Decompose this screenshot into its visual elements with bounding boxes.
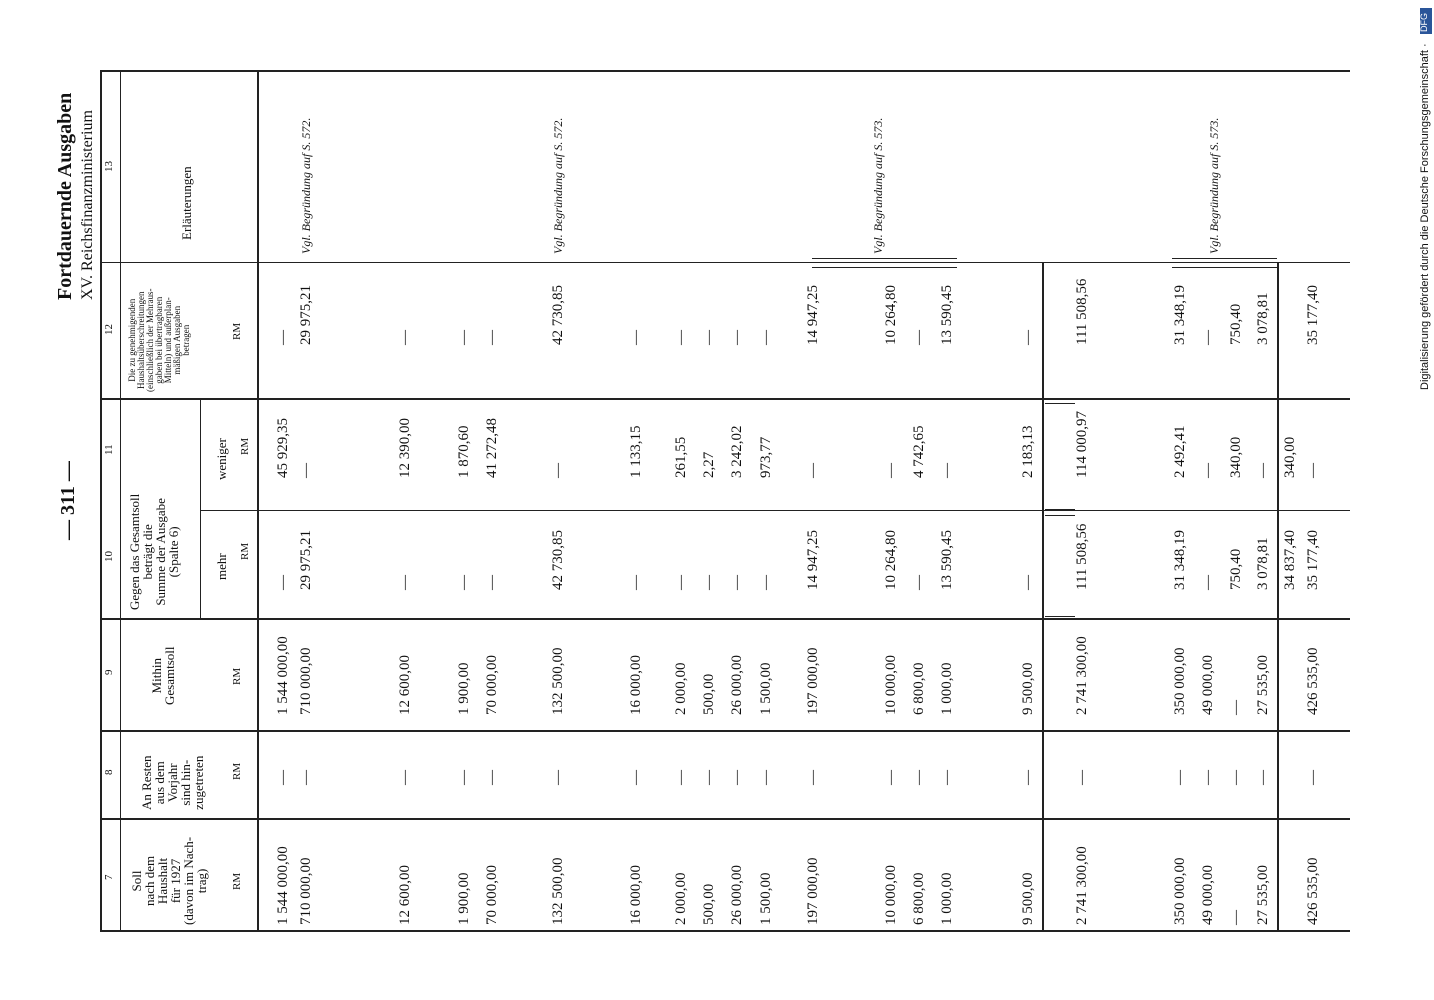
col12-cell: 14 947,25 (805, 285, 821, 345)
col10-cell: — (673, 575, 689, 590)
col8-cell: — (939, 770, 955, 785)
col7-cell: 2 000,00 (673, 872, 689, 925)
header-ausgabe-vergleich: Gegen das Gesamtsoll beträgt die Summe der Ausgabe (Spalte 6) (127, 493, 181, 610)
col11-cell: 12 390,00 (397, 418, 413, 478)
table-left-border (100, 70, 102, 930)
col11-cell: 4 742,65 (911, 425, 927, 478)
col12-cell: — (673, 330, 689, 345)
col11-12-separator (100, 398, 1350, 400)
col7-cell: 426 535,00 (1305, 857, 1321, 925)
column-number: 8 (103, 769, 115, 775)
col11-cell: 1 870,60 (456, 425, 472, 478)
col12-cell: — (456, 330, 472, 345)
col11-cell: 340,00 (1228, 436, 1244, 478)
col11-cell: 2 492,41 (1172, 425, 1188, 478)
col11-cell: — (939, 463, 955, 478)
col12-cell: — (1200, 330, 1216, 345)
col10-cell: 13 590,45 (939, 530, 955, 590)
col9-cell: 6 800,00 (911, 662, 927, 715)
col10-cell: — (1020, 575, 1036, 590)
col8-cell: — (729, 770, 745, 785)
col7-cell: 49 000,00 (1200, 865, 1216, 925)
col7-cell: 16 000,00 (628, 865, 644, 925)
brace-col12-group1 (812, 258, 957, 268)
col11-cell: 973,77 (758, 436, 774, 478)
col10-11-separator (200, 510, 1350, 511)
col8-cell: — (550, 770, 566, 785)
col9-cell: — (1228, 700, 1244, 715)
col10-cell: 10 264,80 (883, 530, 899, 590)
col9-cell: 1 000,00 (939, 662, 955, 715)
col7-cell: 350 000,00 (1172, 857, 1188, 925)
col7-cell: 27 535,00 (1255, 865, 1271, 925)
col11-cell: 2,27 (701, 451, 717, 478)
col9-cell: 1 500,00 (758, 662, 774, 715)
col11-cell: 3 242,02 (729, 425, 745, 478)
col11-cell: — (805, 463, 821, 478)
col9-cell: 197 000,00 (805, 647, 821, 715)
col7-cell: 1 000,00 (939, 872, 955, 925)
col10-cell: — (1200, 575, 1216, 590)
unit-label: RM (231, 667, 243, 685)
group-separator-2 (1277, 262, 1279, 930)
col12-cell: — (275, 330, 291, 345)
col10-cell: — (275, 575, 291, 590)
col8-cell: — (298, 770, 314, 785)
col12-cell: 10 264,80 (883, 285, 899, 345)
unit-label: RM (239, 542, 251, 560)
header-erlaeuterungen: Erläuterungen (179, 166, 194, 240)
col12-cell: — (628, 330, 644, 345)
erlaeuterung-note: Vgl. Begründung auf S. 573. (871, 117, 885, 254)
col9-cell: 16 000,00 (628, 655, 644, 715)
table-top-border (100, 70, 1350, 72)
col7-cell: 12 600,00 (397, 865, 413, 925)
column-number: 7 (103, 874, 115, 880)
colnum-separator (120, 70, 121, 930)
col7-cell: 2 741 300,00 (1074, 846, 1090, 925)
col8-cell: — (1255, 770, 1271, 785)
dfg-logo-label: DFG (1419, 13, 1429, 32)
col8-9-separator (100, 730, 1350, 732)
col12-cell: 750,40 (1228, 303, 1244, 345)
header-body-separator (257, 70, 259, 930)
col8-cell: — (883, 770, 899, 785)
col9-10-separator (100, 618, 1350, 620)
col11-cell: 1 133,15 (628, 425, 644, 478)
col12-cell: — (729, 330, 745, 345)
header-weniger: weniger (214, 438, 229, 480)
page-title: Fortdauernde Ausgaben (54, 92, 76, 300)
col10-cell: 3 078,81 (1255, 537, 1271, 590)
header-soll: Soll nach dem Haushalt für 1927 (davon im Nach- trag) (129, 836, 209, 925)
column-number: 10 (103, 551, 115, 562)
erlaeuterung-note: Vgl. Begründung auf S. 572. (299, 117, 313, 254)
col8-cell: — (1020, 770, 1036, 785)
header-reste: An Resten aus dem Vorjahr sind hin- zugetreten (139, 755, 206, 810)
unit-label: RM (231, 762, 243, 780)
col9-cell: 27 535,00 (1255, 655, 1271, 715)
column-number: 12 (103, 324, 115, 335)
col9-cell: 1 900,00 (456, 662, 472, 715)
table-bottom-border (100, 930, 1350, 932)
col12-cell: — (911, 330, 927, 345)
col12-cell: — (758, 330, 774, 345)
column-number: 13 (103, 161, 115, 172)
col9-cell: 10 000,00 (883, 655, 899, 715)
header-mehr: mehr (214, 553, 229, 580)
col11-cell: — (1305, 463, 1321, 478)
col12-cell: — (484, 330, 500, 345)
col9-cell: 26 000,00 (729, 655, 745, 715)
col11-cell: — (550, 463, 566, 478)
unit-label: RM (231, 322, 243, 340)
dfg-logo (1420, 8, 1432, 34)
group-separator-1 (1042, 262, 1044, 930)
col11-cell: 261,55 (673, 436, 689, 478)
col7-8-separator (100, 818, 1350, 820)
col8-cell: — (275, 770, 291, 785)
brace-col12-group2 (1172, 258, 1277, 268)
col7-cell: 26 000,00 (729, 865, 745, 925)
sub-header-separator (200, 398, 201, 618)
col10-cell: — (911, 575, 927, 590)
col10-cell: 750,40 (1228, 548, 1244, 590)
erlaeuterung-note: Vgl. Begründung auf S. 572. (551, 117, 565, 254)
col9-cell: 132 500,00 (550, 647, 566, 715)
col8-cell: — (911, 770, 927, 785)
col12-cell: 42 730,85 (550, 285, 566, 345)
col10-cell: 42 730,85 (550, 530, 566, 590)
col8-cell: — (484, 770, 500, 785)
col10-cell: 35 177,40 (1305, 530, 1321, 590)
col7-cell: 710 000,00 (298, 857, 314, 925)
col9-cell: 1 544 000,00 (275, 636, 291, 715)
column-number: 11 (103, 444, 115, 455)
col9-cell: 500,00 (701, 673, 717, 715)
col12-cell: 29 975,21 (298, 285, 314, 345)
col12-cell: 3 078,81 (1255, 292, 1271, 345)
col9-cell: 350 000,00 (1172, 647, 1188, 715)
col10-cell: — (628, 575, 644, 590)
col10-cell: — (456, 575, 472, 590)
col8-cell: — (1172, 770, 1188, 785)
unit-label: RM (231, 872, 243, 890)
col7-cell: 132 500,00 (550, 857, 566, 925)
col10-cell: 31 348,19 (1172, 530, 1188, 590)
col12-cell: 35 177,40 (1305, 285, 1321, 345)
col11-cell: 41 272,48 (484, 418, 500, 478)
col10-cell: — (701, 575, 717, 590)
col8-cell: — (673, 770, 689, 785)
col7-cell: 1 500,00 (758, 872, 774, 925)
col11-cell: 340,00 (1282, 436, 1298, 478)
col12-cell: — (1020, 330, 1036, 345)
col9-cell: 710 000,00 (298, 647, 314, 715)
col7-cell: 1 544 000,00 (275, 846, 291, 925)
col11-cell: 45 929,35 (275, 418, 291, 478)
col9-cell: 426 535,00 (1305, 647, 1321, 715)
erlaeuterung-note: Vgl. Begründung auf S. 573. (1207, 117, 1221, 254)
col8-cell: — (805, 770, 821, 785)
col8-cell: — (628, 770, 644, 785)
col10-cell: 14 947,25 (805, 530, 821, 590)
header-ueberschreitungen: Die zu genehmigenden Haushaltsüberschreitungen (einschließlich der Mehraus- gaben bei übertragbaren Mitteln) und außerplan- mäßigen Ausgaben betragen (127, 288, 191, 392)
col7-cell: 6 800,00 (911, 872, 927, 925)
dfg-note: Digitalisierung gefördert durch die Deutsche Forschungsgemeinschaft · (1419, 43, 1431, 390)
col12-cell: 13 590,45 (939, 285, 955, 345)
col10-cell: 34 837,40 (1282, 530, 1298, 590)
col7-cell: — (1228, 910, 1244, 925)
col9-cell: 12 600,00 (397, 655, 413, 715)
brace-col11-sum (1045, 403, 1075, 510)
col7-cell: 70 000,00 (484, 865, 500, 925)
col12-cell: 111 508,56 (1074, 278, 1090, 345)
page-subtitle: XV. Reichsfinanzministerium (79, 110, 96, 300)
col10-cell: 111 508,56 (1074, 523, 1090, 590)
col8-cell: — (397, 770, 413, 785)
col11-cell: — (298, 463, 314, 478)
unit-label: RM (239, 437, 251, 455)
col11-cell: 2 183,13 (1020, 425, 1036, 478)
col8-cell: — (456, 770, 472, 785)
col11-cell: 114 000,97 (1074, 411, 1090, 478)
col8-cell: — (758, 770, 774, 785)
col12-13-separator (100, 262, 1350, 263)
col9-cell: 70 000,00 (484, 655, 500, 715)
col8-cell: — (1228, 770, 1244, 785)
col9-cell: 2 000,00 (673, 662, 689, 715)
col12-cell: — (701, 330, 717, 345)
col9-cell: 2 741 300,00 (1074, 636, 1090, 715)
col7-cell: 197 000,00 (805, 857, 821, 925)
col12-cell: — (397, 330, 413, 345)
col11-cell: — (1255, 463, 1271, 478)
page-number: — 311 — (57, 461, 79, 540)
col8-cell: — (701, 770, 717, 785)
column-number: 9 (103, 669, 115, 675)
col11-cell: — (1200, 463, 1216, 478)
col7-cell: 500,00 (701, 883, 717, 925)
col8-cell: — (1305, 770, 1321, 785)
header-gesamtsoll: Mithin Gesamtsoll (149, 646, 177, 705)
col9-cell: 49 000,00 (1200, 655, 1216, 715)
col10-cell: — (484, 575, 500, 590)
col9-cell: 9 500,00 (1020, 662, 1036, 715)
col10-cell: — (729, 575, 745, 590)
col12-cell: 31 348,19 (1172, 285, 1188, 345)
col10-cell: 29 975,21 (298, 530, 314, 590)
col7-cell: 10 000,00 (883, 865, 899, 925)
col10-cell: — (397, 575, 413, 590)
col8-cell: — (1200, 770, 1216, 785)
brace-col10-sum (1045, 515, 1075, 617)
col11-cell: — (883, 463, 899, 478)
col8-cell: — (1074, 770, 1090, 785)
col7-cell: 9 500,00 (1020, 872, 1036, 925)
col10-cell: — (758, 575, 774, 590)
col7-cell: 1 900,00 (456, 872, 472, 925)
